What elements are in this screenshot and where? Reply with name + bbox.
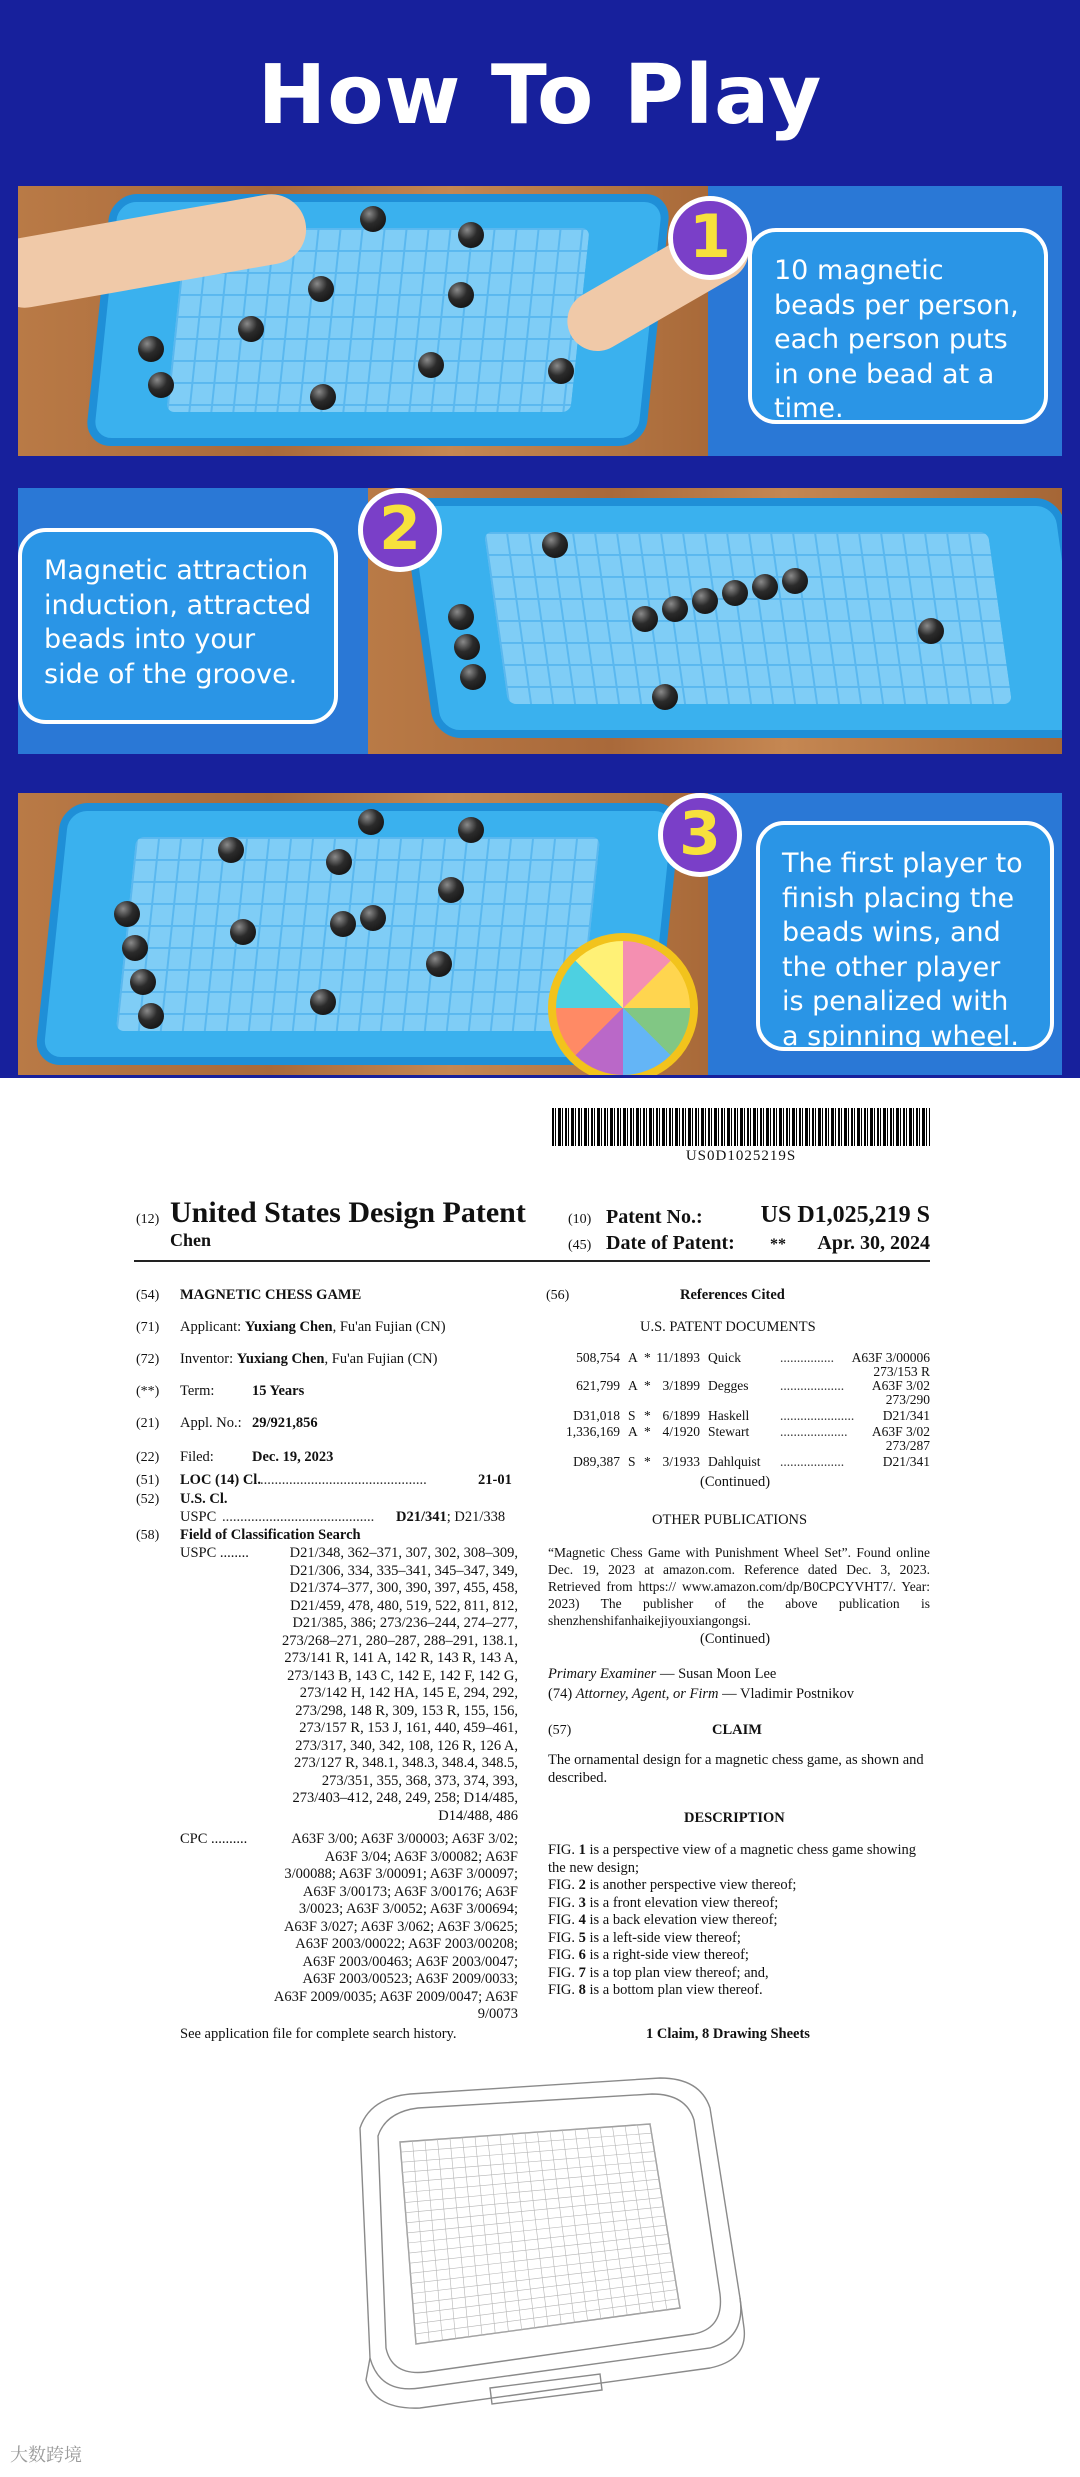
bead bbox=[542, 532, 568, 558]
ref-dots: ................... bbox=[780, 1378, 845, 1393]
code-56: (56) bbox=[546, 1288, 570, 1303]
header-rule bbox=[134, 1260, 930, 1262]
fig-number: 2 bbox=[578, 1877, 586, 1893]
loc-value: 21-01 bbox=[478, 1472, 512, 1488]
reference-row bbox=[548, 1378, 930, 1407]
fig-text: is a top plan view thereof; and, bbox=[585, 1964, 769, 1981]
bead bbox=[662, 596, 688, 622]
board-grid bbox=[116, 837, 600, 1031]
uspc-value bbox=[396, 1509, 505, 1526]
code-54: (54) bbox=[136, 1288, 160, 1303]
patent-drawing-figure bbox=[300, 2058, 760, 2418]
ref-number: 621,799 bbox=[576, 1378, 620, 1393]
figure-descriptions bbox=[548, 1842, 930, 2000]
ref-inventor: Haskell bbox=[708, 1408, 750, 1423]
claim-label: CLAIM bbox=[712, 1722, 762, 1738]
fig-prefix: FIG. bbox=[548, 1947, 579, 1963]
uspc-class-line: 273/142 H, 142 HA, 145 E, 294, 292, bbox=[299, 1685, 518, 1701]
ref-class: A63F 3/00006 bbox=[851, 1350, 930, 1365]
bead bbox=[460, 664, 486, 690]
reference-row bbox=[548, 1350, 930, 1379]
bead bbox=[148, 372, 174, 398]
bead bbox=[458, 817, 484, 843]
bead bbox=[310, 989, 336, 1015]
ref-inventor: Stewart bbox=[708, 1424, 750, 1439]
bead bbox=[238, 316, 264, 342]
step-1-badge: 1 bbox=[668, 196, 752, 280]
uspc-class-line: 273/317, 340, 342, 108, 126 R, 126 A, bbox=[295, 1737, 518, 1754]
game-board-image bbox=[401, 498, 1062, 738]
code-10: (10) bbox=[568, 1212, 592, 1227]
ref-star: * bbox=[644, 1350, 651, 1365]
ref-class-secondary: 273/290 bbox=[885, 1392, 930, 1407]
bead bbox=[426, 951, 452, 977]
fig-number: 8 bbox=[578, 1982, 586, 1998]
code-12: (12) bbox=[136, 1212, 160, 1227]
how-to-play-banner bbox=[0, 0, 1080, 1078]
ref-kind: A bbox=[628, 1378, 638, 1393]
ref-dots: .................... bbox=[780, 1424, 848, 1439]
uspc-class-line: 273/351, 355, 368, 373, 374, 393, bbox=[321, 1772, 518, 1789]
figure-description bbox=[548, 1877, 930, 1895]
fig-text: is a right-side view thereof; bbox=[585, 1947, 749, 1963]
drawing-grid-line bbox=[414, 2290, 677, 2324]
patent-type-title: United States Design Patent bbox=[170, 1196, 526, 1229]
date-label: Date of Patent: bbox=[606, 1232, 735, 1254]
ref-inventor: Degges bbox=[708, 1378, 749, 1393]
ref-date: 3/1933 bbox=[662, 1454, 700, 1469]
step-1-panel bbox=[18, 186, 1062, 456]
drawing-grid-line bbox=[415, 2299, 678, 2334]
search-history-note: See application file for complete search history. bbox=[180, 2026, 457, 2042]
bead bbox=[360, 905, 386, 931]
figure-description bbox=[548, 1982, 930, 2000]
appl-no-value: 29/921,856 bbox=[252, 1415, 318, 1431]
field-cpc-label: CPC .......... bbox=[180, 1831, 248, 1847]
references-cited-label: References Cited bbox=[680, 1287, 785, 1303]
other-publications-label: OTHER PUBLICATIONS bbox=[652, 1512, 808, 1528]
bead bbox=[310, 384, 336, 410]
bead bbox=[722, 580, 748, 606]
fig-text: is a bottom plan view thereof. bbox=[585, 1982, 763, 1998]
us-cl-label: U.S. Cl. bbox=[180, 1491, 228, 1507]
bead bbox=[448, 604, 474, 630]
code-58: (58) bbox=[136, 1528, 160, 1543]
ref-kind: A bbox=[628, 1424, 638, 1439]
loc-label: LOC (14) Cl. bbox=[180, 1472, 261, 1488]
bead bbox=[652, 684, 678, 710]
uspc-class-line: 273/298, 148 R, 309, 153 R, 155, 156, bbox=[295, 1702, 518, 1719]
patent-no-label: Patent No.: bbox=[606, 1206, 703, 1228]
field-uspc-list bbox=[250, 1545, 518, 1825]
field-cpc-list bbox=[250, 1831, 518, 2024]
step-1-callout: 10 magnetic beads per person, each person puts in one bead at a time. bbox=[748, 228, 1048, 424]
code-72: (72) bbox=[136, 1352, 160, 1367]
cpc-class-line: A63F 2003/00523; A63F 2009/0033; bbox=[302, 1971, 518, 1987]
ref-star: * bbox=[644, 1454, 651, 1469]
inventor-short: Chen bbox=[170, 1230, 212, 1250]
bead bbox=[130, 969, 156, 995]
fig-number: 1 bbox=[578, 1842, 586, 1858]
cpc-class-line: A63F 3/00; A63F 3/00003; A63F 3/02; bbox=[291, 1831, 518, 1847]
other-publications-text: “Magnetic Chess Game with Punishment Wheel Set”. Found online Dec. 19, 2023 at amazon.com. Reference dated Dec. 3, 2023. Retrieved from https:// www.amazon.com/dp/B0CPCYVHT7/. Year: 2023) The publisher of the above publication is shenzhenshifanhaikejiyouxiangongsi. bbox=[548, 1545, 930, 1628]
bead bbox=[218, 837, 244, 863]
fig-text: is a left-side view thereof; bbox=[585, 1929, 741, 1946]
attorney-row bbox=[548, 1686, 854, 1703]
cpc-class-line: A63F 3/04; A63F 3/00082; A63F bbox=[324, 1848, 518, 1865]
uspc-dots: .......................................... bbox=[222, 1509, 375, 1525]
ref-inventor: Quick bbox=[708, 1350, 741, 1365]
uspc-class-line: 273/157 R, 153 J, 161, 440, 459–461, bbox=[299, 1720, 518, 1736]
ref-date: 3/1899 bbox=[662, 1378, 700, 1393]
ref-kind: S bbox=[628, 1454, 636, 1469]
code-74: (74) bbox=[548, 1686, 573, 1702]
bead bbox=[448, 282, 474, 308]
bead bbox=[458, 222, 484, 248]
patent-document bbox=[0, 1078, 1080, 2477]
ref-number: 1,336,169 bbox=[566, 1424, 620, 1439]
ref-class: D21/341 bbox=[882, 1408, 930, 1423]
cpc-class-line: A63F 2003/00022; A63F 2003/00208; bbox=[295, 1936, 518, 1952]
banner-title: How To Play bbox=[257, 48, 823, 143]
uspc-class-line: D21/385, 386; 273/236–244, 274–277, bbox=[292, 1615, 518, 1631]
ref-dots: ................ bbox=[780, 1350, 834, 1365]
barcode bbox=[552, 1108, 930, 1146]
bead bbox=[782, 568, 808, 594]
step-3-panel bbox=[18, 793, 1062, 1075]
step-2-callout: Magnetic attraction induction, attracted beads into your side of the groove. bbox=[18, 528, 338, 724]
bead bbox=[114, 901, 140, 927]
bead bbox=[548, 358, 574, 384]
code-22: (22) bbox=[136, 1450, 160, 1465]
field-uspc-label: USPC ........ bbox=[180, 1545, 249, 1561]
fig-number: 3 bbox=[578, 1894, 586, 1911]
drawing-grid-line bbox=[416, 2308, 680, 2344]
cpc-class-line: A63F 2009/0035; A63F 2009/0047; A63F bbox=[273, 1988, 518, 2005]
date-marks: ** bbox=[770, 1236, 786, 1253]
bead bbox=[360, 206, 386, 232]
figure-description bbox=[548, 1965, 930, 1983]
code-45: (45) bbox=[568, 1238, 592, 1253]
ref-number: 508,754 bbox=[576, 1350, 620, 1365]
ref-class: A63F 3/02 bbox=[871, 1424, 930, 1439]
bead bbox=[418, 352, 444, 378]
applicant-location: , Fu'an Fujian (CN) bbox=[332, 1319, 446, 1335]
bead bbox=[330, 911, 356, 937]
figure-description bbox=[548, 1930, 930, 1948]
cpc-class-line: A63F 2003/00463; A63F 2003/0047; bbox=[302, 1953, 518, 1970]
bead bbox=[752, 574, 778, 600]
bead bbox=[358, 809, 384, 835]
uspc-class-line: D21/374–377, 300, 390, 397, 455, 458, bbox=[289, 1580, 518, 1596]
reference-row bbox=[548, 1454, 930, 1472]
fig-number: 4 bbox=[578, 1912, 586, 1928]
bead bbox=[632, 606, 658, 632]
bead bbox=[692, 588, 718, 614]
filed-value: Dec. 19, 2023 bbox=[252, 1449, 334, 1465]
patent-number: US D1,025,219 S bbox=[760, 1202, 930, 1228]
bead bbox=[230, 919, 256, 945]
drawing-grid-line bbox=[625, 2126, 654, 2312]
examiner-label: Primary Examiner bbox=[548, 1666, 657, 1682]
watermark-logo: 大数跨境 bbox=[10, 2445, 82, 2466]
applicant-label: Applicant: bbox=[180, 1319, 242, 1335]
continued-label: (Continued) bbox=[700, 1631, 771, 1647]
uspc-class-line: 273/403–412, 248, 249, 258; D14/485, bbox=[292, 1790, 518, 1806]
patent-title: MAGNETIC CHESS GAME bbox=[180, 1287, 362, 1303]
bead bbox=[326, 849, 352, 875]
drawing-grid-line bbox=[638, 2125, 667, 2310]
ref-star: * bbox=[644, 1408, 651, 1423]
examiner-name: — Susan Moon Lee bbox=[656, 1666, 777, 1682]
cpc-class-line: 3/0023; A63F 3/0052; A63F 3/00694; bbox=[298, 1901, 518, 1917]
fig-text: is another perspective view thereof; bbox=[585, 1877, 797, 1893]
ref-class-secondary: 273/287 bbox=[885, 1438, 930, 1453]
description-label: DESCRIPTION bbox=[684, 1810, 785, 1826]
fig-prefix: FIG. bbox=[548, 1842, 579, 1858]
figure-description bbox=[548, 1842, 930, 1877]
claims-summary: 1 Claim, 8 Drawing Sheets bbox=[646, 2026, 810, 2042]
bead bbox=[138, 1003, 164, 1029]
bead bbox=[438, 877, 464, 903]
term-value: 15 Years bbox=[252, 1383, 305, 1399]
uspc-class-line: 273/127 R, 348.1, 348.3, 348.4, 348.5, bbox=[294, 1755, 518, 1771]
ref-dots: ...................... bbox=[780, 1408, 855, 1423]
uspc-class-line: D14/488, 486 bbox=[438, 1807, 518, 1824]
fig-prefix: FIG. bbox=[548, 1929, 579, 1946]
ref-inventor: Dahlquist bbox=[708, 1454, 761, 1469]
figure-description bbox=[548, 1947, 930, 1965]
step-2-badge: 2 bbox=[358, 488, 442, 572]
cpc-class-line: A63F 3/027; A63F 3/062; A63F 3/0625; bbox=[283, 1918, 518, 1935]
bead bbox=[122, 935, 148, 961]
fig-prefix: FIG. bbox=[548, 1894, 579, 1911]
applicant-row bbox=[180, 1319, 446, 1336]
drawing-grid-line bbox=[414, 2280, 676, 2313]
fig-prefix: FIG. bbox=[548, 1964, 579, 1981]
patent-date: Apr. 30, 2024 bbox=[817, 1232, 930, 1254]
figure-description bbox=[548, 1912, 930, 1930]
fig-text: is a front elevation view thereof; bbox=[585, 1894, 779, 1911]
bead bbox=[454, 634, 480, 660]
ref-star: * bbox=[644, 1424, 651, 1439]
fig-number: 5 bbox=[578, 1929, 586, 1946]
bead bbox=[138, 336, 164, 362]
ref-class-secondary: 273/153 R bbox=[873, 1364, 930, 1379]
code-term: (**) bbox=[136, 1384, 160, 1399]
ref-date: 4/1920 bbox=[662, 1424, 700, 1439]
ref-number: D31,018 bbox=[573, 1408, 620, 1423]
field-search-label: Field of Classification Search bbox=[180, 1527, 361, 1543]
code-57: (57) bbox=[548, 1723, 572, 1738]
ref-class: D21/341 bbox=[882, 1454, 930, 1469]
fig-prefix: FIG. bbox=[548, 1982, 579, 1998]
term-label: Term: bbox=[180, 1383, 215, 1399]
ref-star: * bbox=[644, 1378, 651, 1393]
fig-prefix: FIG. bbox=[548, 1912, 579, 1928]
ref-dots: ................... bbox=[780, 1454, 845, 1469]
fig-prefix: FIG. bbox=[548, 1877, 579, 1893]
ref-kind: A bbox=[628, 1350, 638, 1365]
uspc-class-line: D21/348, 362–371, 307, 302, 308–309, bbox=[289, 1545, 518, 1561]
figure-description bbox=[548, 1895, 930, 1913]
code-52: (52) bbox=[136, 1492, 160, 1507]
applicant-name: Yuxiang Chen bbox=[244, 1319, 333, 1335]
uspc-class-line: 273/143 B, 143 C, 142 E, 142 F, 142 G, bbox=[287, 1667, 518, 1684]
step-2-panel bbox=[18, 488, 1062, 754]
ref-class: A63F 3/02 bbox=[871, 1378, 930, 1393]
cpc-class-line: A63F 3/00173; A63F 3/00176; A63F bbox=[302, 1883, 518, 1900]
punishment-wheel-image bbox=[548, 933, 698, 1075]
continued-label: (Continued) bbox=[700, 1474, 771, 1490]
step-3-badge: 3 bbox=[658, 793, 742, 877]
code-71: (71) bbox=[136, 1320, 160, 1335]
cpc-class-line: 9/0073 bbox=[477, 2006, 518, 2022]
fig-text: is a perspective view of a magnetic chess game showing the new design; bbox=[548, 1842, 917, 1876]
appl-no-label: Appl. No.: bbox=[180, 1415, 242, 1431]
drawing-grid-line bbox=[650, 2124, 680, 2308]
ref-date: 6/1899 bbox=[662, 1408, 700, 1423]
uspc-value-primary: D21/341 bbox=[396, 1509, 447, 1525]
inventor-label: Inventor: bbox=[180, 1351, 234, 1367]
ref-number: D89,387 bbox=[573, 1454, 620, 1469]
bead bbox=[918, 618, 944, 644]
loc-dots: .............................................. bbox=[260, 1472, 427, 1488]
bead bbox=[308, 276, 334, 302]
uspc-class-line: D21/306, 334, 335–341, 345–347, 349, bbox=[289, 1562, 518, 1579]
step-3-callout: The first player to finish placing the beads wins, and the other player is penalized with a spinning wheel. bbox=[756, 821, 1054, 1051]
inventor-location: , Fu'an Fujian (CN) bbox=[324, 1351, 438, 1367]
reference-row bbox=[548, 1424, 930, 1453]
barcode-number: US0D1025219S bbox=[685, 1148, 797, 1164]
inventor-name: Yuxiang Chen bbox=[236, 1351, 325, 1367]
ref-kind: S bbox=[628, 1408, 636, 1423]
fig-number: 7 bbox=[578, 1964, 586, 1981]
primary-examiner-row bbox=[548, 1666, 776, 1683]
attorney-label: Attorney, Agent, or Firm bbox=[575, 1686, 719, 1702]
cpc-class-line: 3/00088; A63F 3/00091; A63F 3/00097; bbox=[284, 1866, 518, 1882]
us-patent-documents-label: U.S. PATENT DOCUMENTS bbox=[640, 1319, 816, 1335]
fig-text: is a back elevation view thereof; bbox=[585, 1912, 778, 1928]
attorney-name: — Vladimir Postnikov bbox=[718, 1686, 854, 1702]
claim-text: The ornamental design for a magnetic chess game, as shown and described. bbox=[548, 1752, 924, 1786]
uspc-class-line: 273/268–271, 280–287, 288–291, 138.1, bbox=[281, 1632, 518, 1649]
code-21: (21) bbox=[136, 1416, 160, 1431]
uspc-class-line: D21/459, 478, 480, 519, 522, 811, 812, bbox=[290, 1597, 518, 1614]
ref-date: 11/1893 bbox=[656, 1350, 700, 1365]
uspc-label: USPC bbox=[180, 1509, 217, 1525]
uspc-class-line: 273/141 R, 141 A, 142 R, 143 R, 143 A, bbox=[284, 1650, 518, 1666]
filed-label: Filed: bbox=[180, 1449, 214, 1465]
fig-number: 6 bbox=[578, 1947, 586, 1963]
inventor-row bbox=[180, 1351, 437, 1368]
uspc-value-secondary: ; D21/338 bbox=[446, 1509, 506, 1525]
code-51: (51) bbox=[136, 1473, 160, 1488]
